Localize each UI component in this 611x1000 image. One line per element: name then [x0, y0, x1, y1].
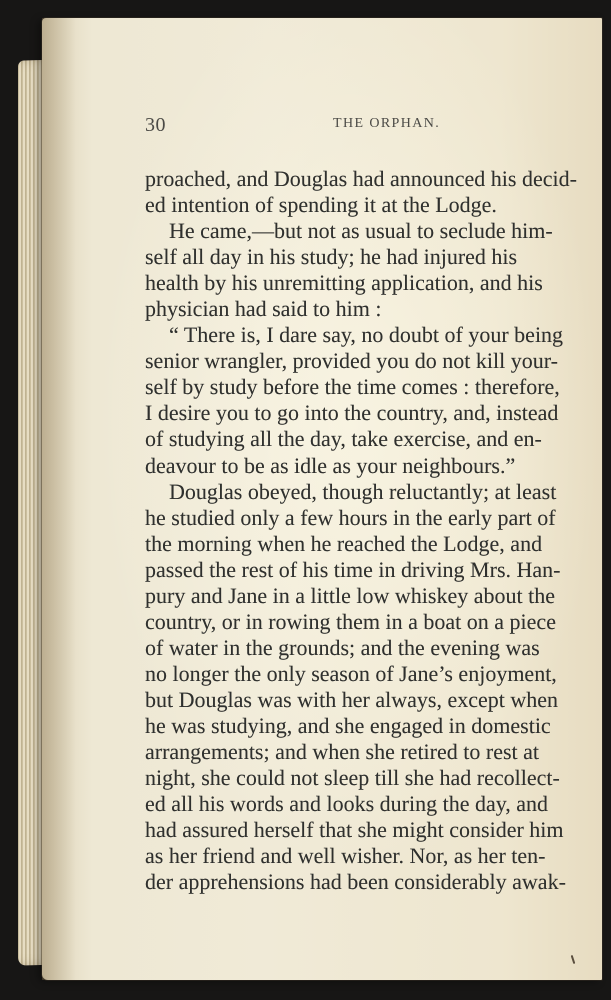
body-text-line: passed the rest of his time in driving Mrs. Han- [145, 556, 561, 582]
body-text-line: physician had said to him : [145, 296, 382, 322]
body-text-line: of studying all the day, take exercise, and en- [145, 426, 542, 452]
body-text-line: health by his unremitting application, and his [145, 270, 543, 296]
body-text-line: of water in the grounds; and the evening was [145, 634, 540, 660]
body-text-line: proached, and Douglas had announced his decid- [145, 166, 577, 191]
body-text-line: Douglas obeyed, though reluctantly; at least [169, 478, 557, 504]
body-text-line: he studied only a few hours in the early part of [145, 504, 556, 530]
body-text-line: no longer the only season of Jane’s enjoyment, [145, 660, 557, 686]
body-text-line: arrangements; and when she retired to rest at [145, 739, 540, 765]
body-text-line: had assured herself that she might consider him [145, 817, 564, 843]
body-text-line: the morning when he reached the Lodge, and [145, 530, 543, 556]
body-text-line: self by study before the time comes : therefore, [145, 374, 560, 400]
body-text-line: he was studying, and she engaged in domestic [145, 712, 551, 738]
book-page [42, 18, 602, 980]
page-number: 30 [145, 114, 166, 136]
body-text-line: He came,—but not as usual to seclude him- [169, 218, 553, 244]
body-text-line: ed all his words and looks during the day, and [145, 791, 549, 817]
body-text-line: ed intention of spending it at the Lodge. [145, 192, 497, 218]
body-text-line: der apprehensions had been considerably awak- [145, 869, 566, 895]
ink-blot-mark [571, 955, 576, 964]
body-text-line: deavour to be as idle as your neighbours.” [145, 452, 516, 478]
running-header [145, 111, 475, 139]
body-text-line: “ There is, I dare say, no doubt of your being [169, 322, 564, 348]
running-title: THE ORPHAN. [333, 116, 441, 131]
body-text-line: but Douglas was with her always, except when [145, 686, 559, 712]
body-text-line: senior wrangler, provided you do not kill your- [145, 348, 558, 374]
body-text-line: country, or in rowing them in a boat on a piece [145, 608, 556, 634]
body-text-line: self all day in his study; he had injured his [145, 244, 518, 270]
body-text-line: pury and Jane in a little low whiskey about the [145, 582, 555, 608]
body-text-line: night, she could not sleep till she had recollect- [145, 765, 560, 791]
page-body-text [145, 166, 611, 895]
body-text-line: I desire you to go into the country, and, instead [145, 400, 559, 426]
body-text-line: as her friend and well wisher. Nor, as her ten- [145, 843, 546, 869]
